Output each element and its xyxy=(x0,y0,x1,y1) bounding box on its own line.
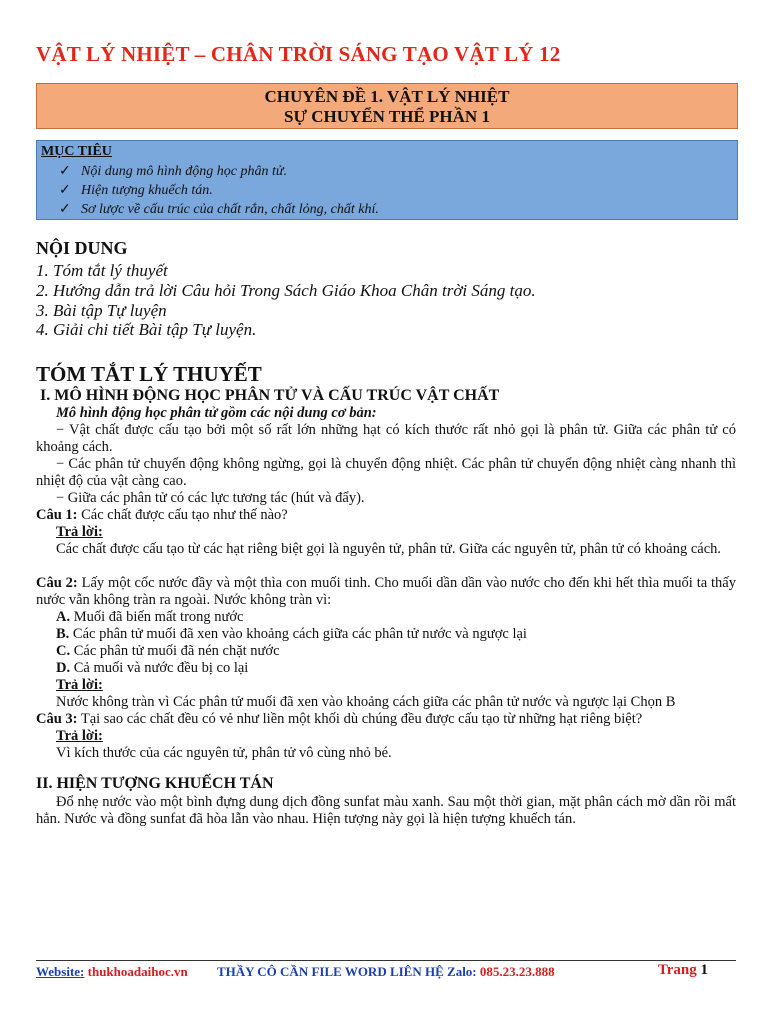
topic-box xyxy=(36,83,738,129)
answer-option xyxy=(56,626,736,643)
option-text: Cả muối và nước đều bị co lại xyxy=(70,660,249,676)
toc-item: 1. Tóm tắt lý thuyết xyxy=(36,261,168,280)
check-icon: ✓ xyxy=(59,164,71,179)
answer-text: Các chất được cấu tạo từ các hạt riêng biệt gọi là nguyên tử, phân tử. Giữa các nguyên tử, phân tử có khoảng cách. xyxy=(56,541,722,557)
option-text: Muối đã biến mất trong nước xyxy=(70,609,244,625)
option-key: A. xyxy=(56,609,71,625)
question-1 xyxy=(36,507,736,524)
option-key: C. xyxy=(56,643,71,659)
answer-option xyxy=(56,660,736,677)
website-link[interactable]: thukhoadaihoc.vn xyxy=(87,964,188,979)
topic-line-2: SỰ CHUYỂN THỂ PHẦN 1 xyxy=(284,107,490,126)
footer xyxy=(36,964,736,980)
footer-divider xyxy=(36,960,736,961)
objectives-box xyxy=(36,140,738,220)
option-text: Các phân tử muối đã xen vào khoảng cách giữa các phân tử nước và ngược lại xyxy=(69,626,527,642)
question-text: Tại sao các chất đều có vẻ như liền một khối dù chúng đều được cấu tạo từ những hạt riêng biệt? xyxy=(77,711,643,727)
check-icon: ✓ xyxy=(59,202,71,217)
question-label: Câu 1: xyxy=(36,507,78,523)
section-2-text: Đổ nhẹ nước vào một bình đựng dung dịch đồng sunfat màu xanh. Sau một thời gian, mặt phân cách mờ dần rồi mất hẳn. Nước và đồng sunfat đã hòa lẫn vào nhau. Hiện tượng này gọi là hiện tượng khuếch tán. xyxy=(36,794,736,827)
section-1-subheading: Mô hình động học phân tử gồm các nội dung cơ bản: xyxy=(56,405,377,421)
website-label: Website: xyxy=(36,964,85,979)
page-number: 1 xyxy=(700,962,708,978)
objectives-heading: MỤC TIÊU xyxy=(41,144,112,159)
check-icon: ✓ xyxy=(59,183,71,198)
option-key: D. xyxy=(56,660,71,676)
answer-option xyxy=(56,643,736,660)
question-label: Câu 2: xyxy=(36,575,78,591)
summary-heading: TÓM TẮT LÝ THUYẾT xyxy=(36,362,262,386)
theory-point: − Các phân tử chuyển động không ngừng, gọi là chuyển động nhiệt. Các phân tử chuyển động nhiệt càng nhanh thì nhiệt độ của vật càng cao. xyxy=(36,456,736,489)
answer-label xyxy=(56,677,736,694)
answer-label xyxy=(56,728,736,745)
toc-item: 3. Bài tập Tự luyện xyxy=(36,301,167,320)
question-label: Câu 3: xyxy=(36,711,78,727)
answer-text: Nước không tràn vì Các phân tử muối đã xen vào khoảng cách giữa các phân tử nước và ngược lại Chọn B xyxy=(56,694,676,710)
section-2-heading: II. HIỆN TƯỢNG KHUẾCH TÁN xyxy=(36,775,274,792)
option-key: B. xyxy=(56,626,70,642)
objective-item xyxy=(59,163,287,180)
answer-label-text: Trả lời: xyxy=(56,728,103,744)
answer-label-text: Trả lời: xyxy=(56,677,103,693)
section-1-heading: I. MÔ HÌNH ĐỘNG HỌC PHÂN TỬ VÀ CẤU TRÚC VẬT CHẤT xyxy=(40,387,500,404)
question-text: Lấy một cốc nước đầy và một thìa con muối tinh. Cho muối dần dần vào nước cho đến khi hết thìa muối ta thấy nước vẫn không tràn ra ngoài. Nước không tràn vì: xyxy=(36,575,736,608)
option-text: Các phân tử muối đã nén chặt nước xyxy=(70,643,280,659)
objective-text: Hiện tượng khuếch tán. xyxy=(81,183,213,198)
contents-heading: NỘI DUNG xyxy=(36,238,128,258)
answer-label-text: Trả lời: xyxy=(56,524,103,540)
document-title: VẬT LÝ NHIỆT – CHÂN TRỜI SÁNG TẠO VẬT LÝ 12 xyxy=(36,42,561,66)
question-text: Các chất được cấu tạo như thế nào? xyxy=(77,507,288,523)
phone-number: 085.23.23.888 xyxy=(479,964,555,979)
answer-label xyxy=(56,524,736,541)
objective-item xyxy=(59,182,213,199)
toc-item: 4. Giải chi tiết Bài tập Tự luyện. xyxy=(36,320,257,339)
objective-text: Sơ lược về cấu trúc của chất rắn, chất lỏng, chất khí. xyxy=(81,202,379,217)
contact-text: THẦY CÔ CẦN FILE WORD LIÊN HỆ Zalo: xyxy=(216,964,477,979)
answer-text: Vì kích thước của các nguyên tử, phân tử vô cùng nhỏ bé. xyxy=(56,745,392,761)
objective-text: Nội dung mô hình động học phân tử. xyxy=(81,164,287,179)
theory-point: − Vật chất được cấu tạo bởi một số rất lớn những hạt có kích thước rất nhỏ gọi là phân tử. Giữa các phân tử có khoảng cách. xyxy=(36,422,736,455)
answer-option xyxy=(56,609,736,626)
toc-item: 2. Hướng dẫn trả lời Câu hỏi Trong Sách Giáo Khoa Chân trời Sáng tạo. xyxy=(36,281,536,300)
topic-line-1: CHUYÊN ĐỀ 1. VẬT LÝ NHIỆT xyxy=(264,87,510,106)
page-label: Trang xyxy=(657,962,697,978)
objective-item xyxy=(59,201,379,218)
question-3 xyxy=(36,711,736,728)
theory-point: − Giữa các phân tử có các lực tương tác (hút và đẩy). xyxy=(56,490,365,506)
question-2 xyxy=(36,575,736,609)
